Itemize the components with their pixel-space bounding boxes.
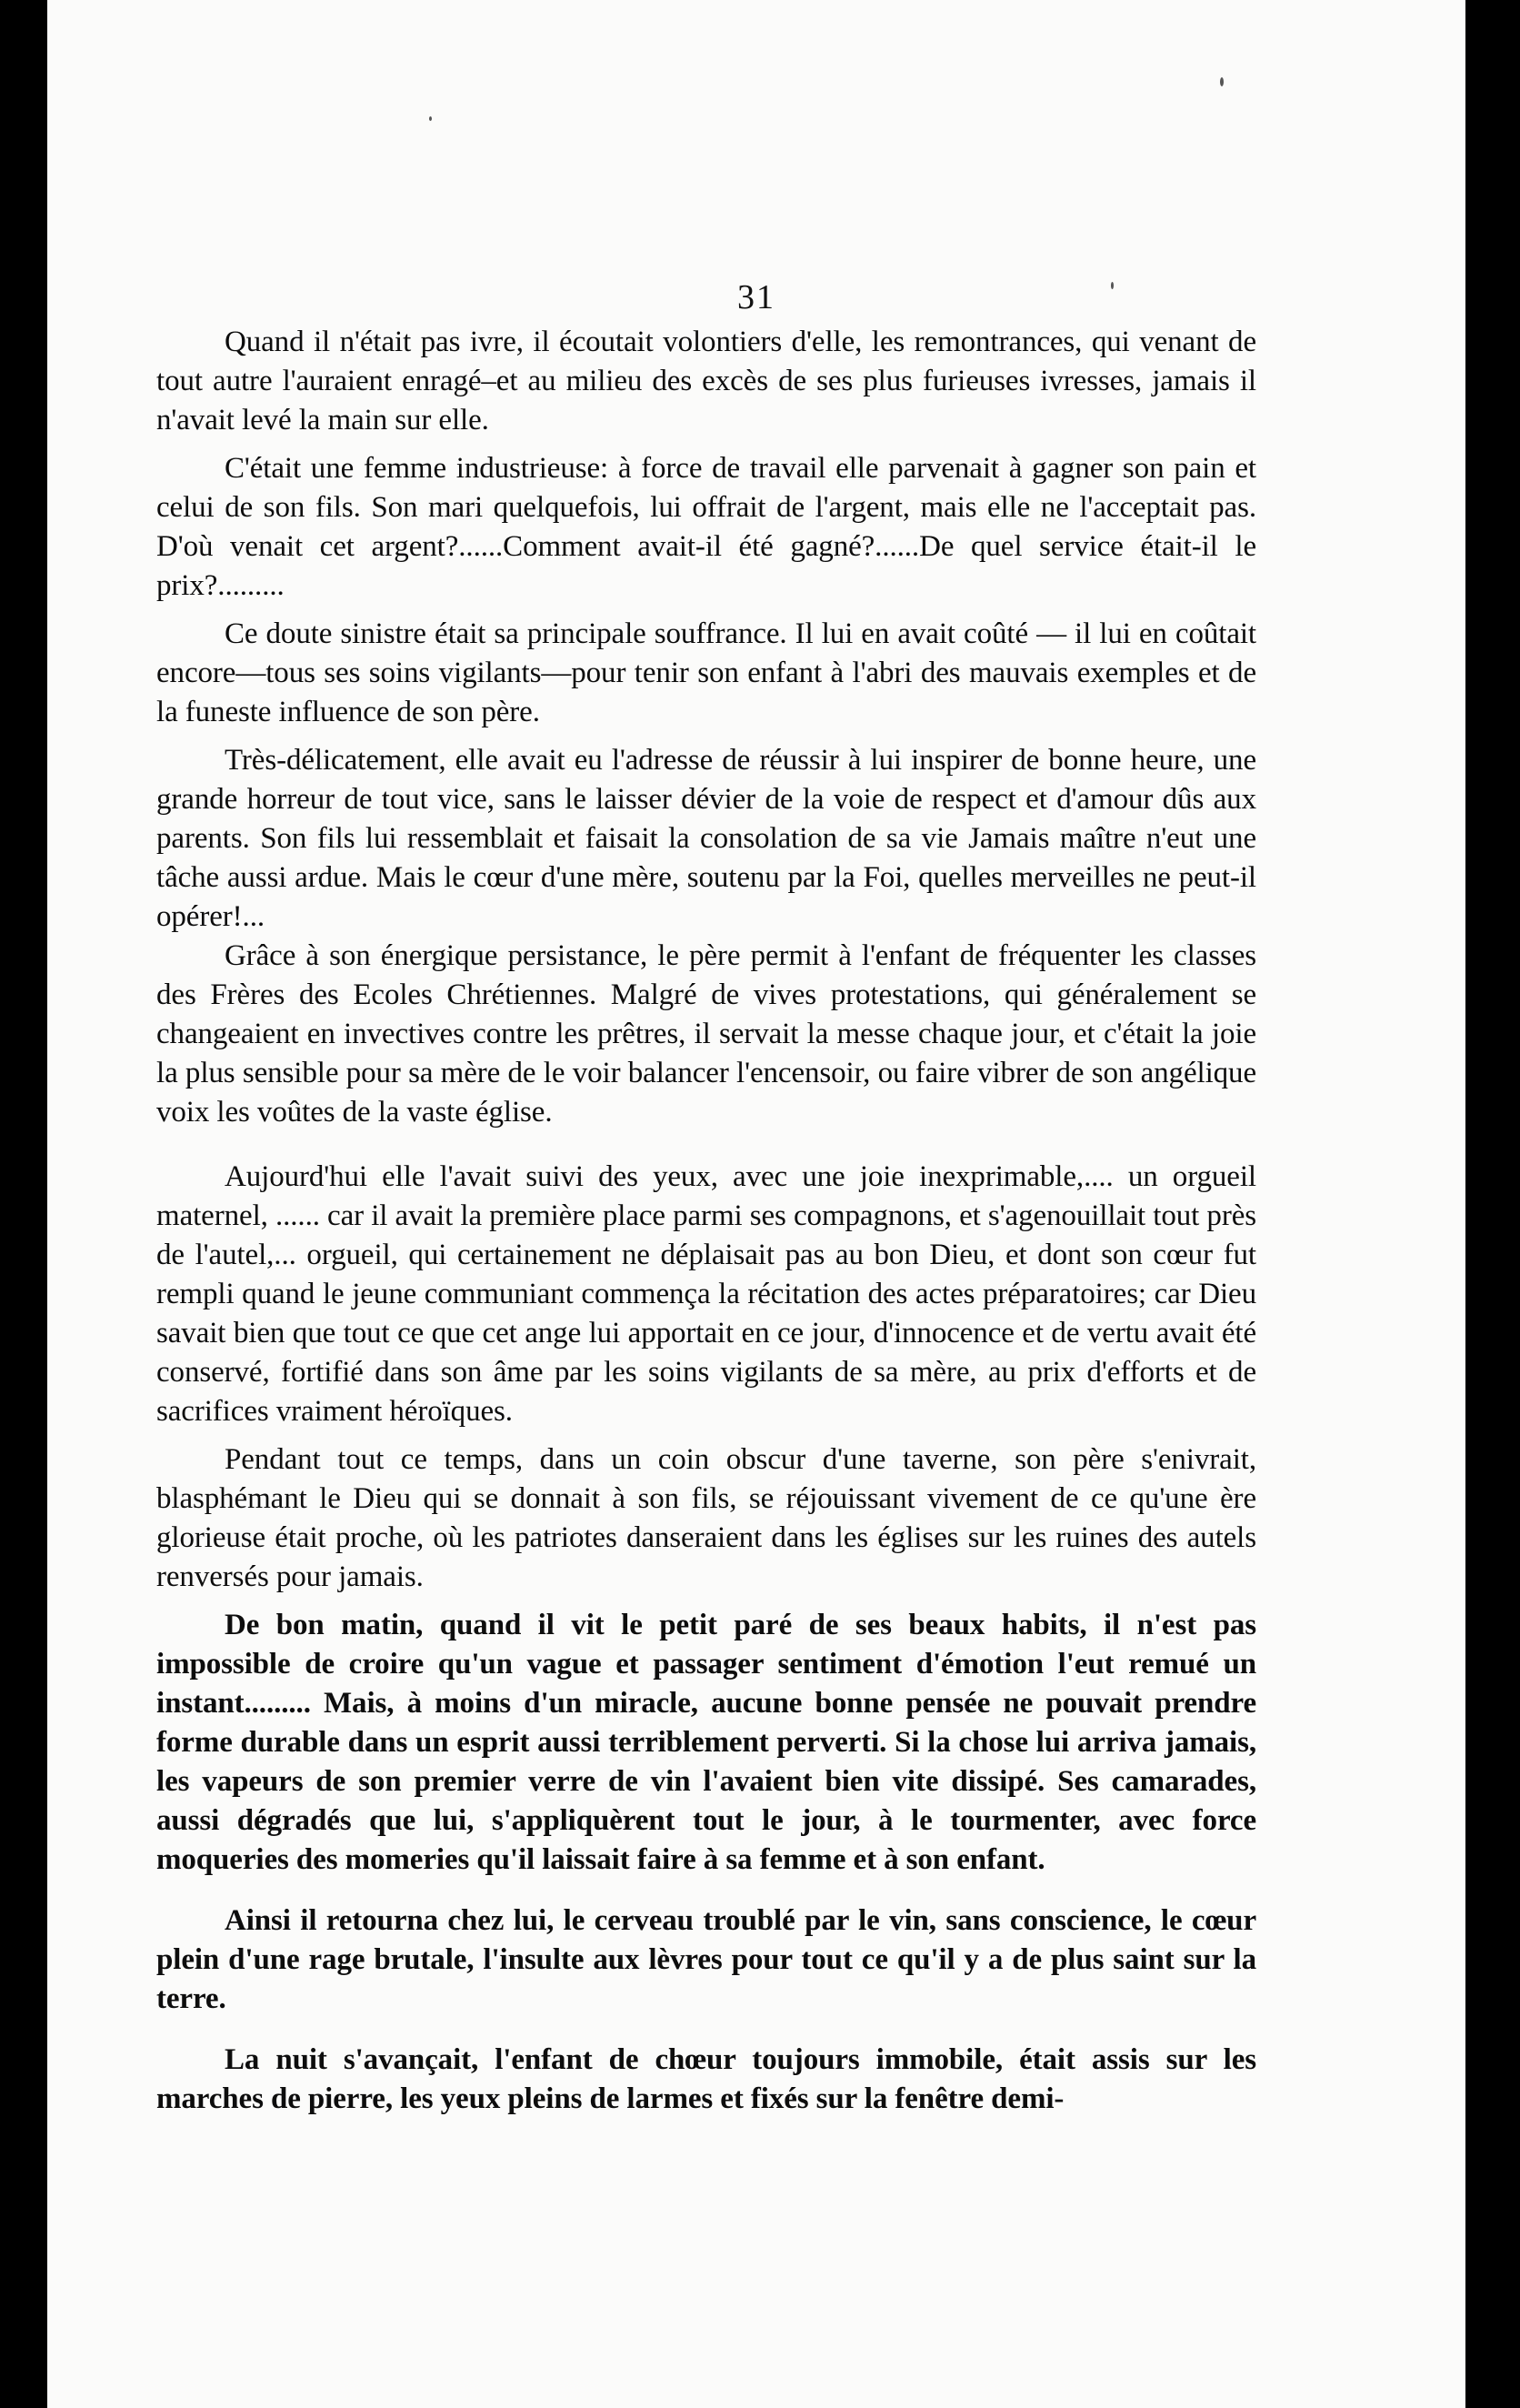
body-text	[156, 323, 1256, 2119]
page-speck	[1220, 77, 1224, 86]
book-page	[47, 0, 1465, 2408]
paragraph: La nuit s'avançait, l'enfant de chœur toujours immobile, était assis sur les marches de pierre, les yeux pleins de larmes et fixés sur la fenêtre demi-	[156, 2043, 1256, 2115]
paragraph: Très-délicatement, elle avait eu l'adresse de réussir à lui inspirer de bonne heure, une grande horreur de tout vice, sans le laisser dévier de la voie de respect et d'amour dûs aux parents. Son fils lui ressemblait et faisait la consolation de sa vie Jamais maître n'eut une tâche aussi ardue. Mais le cœur d'une mère, soutenu par la Foi, quelles merveilles ne peut-il opérer!...	[156, 744, 1256, 933]
paragraph: Quand il n'était pas ivre, il écoutait volontiers d'elle, les remontrances, qui venant de tout autre l'auraient enragé–et au milieu des excès de ses plus furieuses ivresses, jamais il n'avait levé la main sur elle.	[156, 326, 1256, 436]
paragraph: Pendant tout ce temps, dans un coin obscur d'une taverne, son père s'enivrait, blasphémant le Dieu qui se donnait à son fils, se réjouissant vivement de ce qu'une ère glorieuse était proche, où les patriotes danseraient dans les églises sur les ruines des autels renversés pour jamais.	[156, 1443, 1256, 1593]
page-speck	[1111, 282, 1114, 289]
page-speck	[429, 116, 432, 121]
paragraph: C'était une femme industrieuse: à force de travail elle parvenait à gagner son pain et celui de son fils. Son mari quelquefois, lui offrait de l'argent, mais elle ne l'acceptait pas. D'où venait cet argent?......Comment avait-il été gagné?......De quel service était-il le prix?.........	[156, 452, 1256, 602]
paragraph: Aujourd'hui elle l'avait suivi des yeux, avec une joie inexprimable,.... un orgueil maternel, ...... car il avait la première place parmi ses compagnons, et s'agenouillait tout près de l'autel,... orgueil, qui certainement ne déplaisait pas au bon Dieu, et dont son cœur fut rempli quand le jeune communiant commença la récitation des actes préparatoires; car Dieu savait bien que tout ce que cet ange lui apportait en ce jour, d'innocence et de vertu avait été conservé, fortifié dans son âme par les soins vigilants de sa mère, au prix d'efforts et de sacrifices vraiment héroïques.	[156, 1160, 1256, 1428]
paragraph: Ainsi il retourna chez lui, le cerveau troublé par le vin, sans conscience, le cœur plein d'une rage brutale, l'insulte aux lèvres pour tout ce qu'il y a de plus saint sur la terre.	[156, 1904, 1256, 2015]
paragraph: De bon matin, quand il vit le petit paré de ses beaux habits, il n'est pas impossible de croire qu'un vague et passager sentiment d'émotion l'eut remué un instant......... Mais, à moins d'un miracle, aucune bonne pensée ne pouvait prendre forme durable dans un esprit aussi terriblement perverti. Si la chose lui arriva jamais, les vapeurs de son premier verre de vin l'avaient bien vite dissipé. Ses camarades, aussi dégradés que lui, s'appliquèrent tout le jour, à le tourmenter, avec force moqueries des momeries qu'il laissait faire à sa femme et à son enfant.	[156, 1609, 1256, 1876]
paragraph: Grâce à son énergique persistance, le père permit à l'enfant de fréquenter les classes des Frères des Ecoles Chrétiennes. Malgré de vives protestations, qui généralement se changeaient en invectives contre les prêtres, il servait la messe chaque jour, et c'était la joie la plus sensible pour sa mère de le voir balancer l'encensoir, ou faire vibrer de son angélique voix les voûtes de la vaste église.	[156, 939, 1256, 1129]
paragraph: Ce doute sinistre était sa principale souffrance. Il lui en avait coûté — il lui en coûtait encore—tous ses soins vigilants—pour tenir son enfant à l'abri des mauvais exemples et de la funeste influence de son père.	[156, 617, 1256, 728]
page-number: 31	[737, 278, 775, 316]
